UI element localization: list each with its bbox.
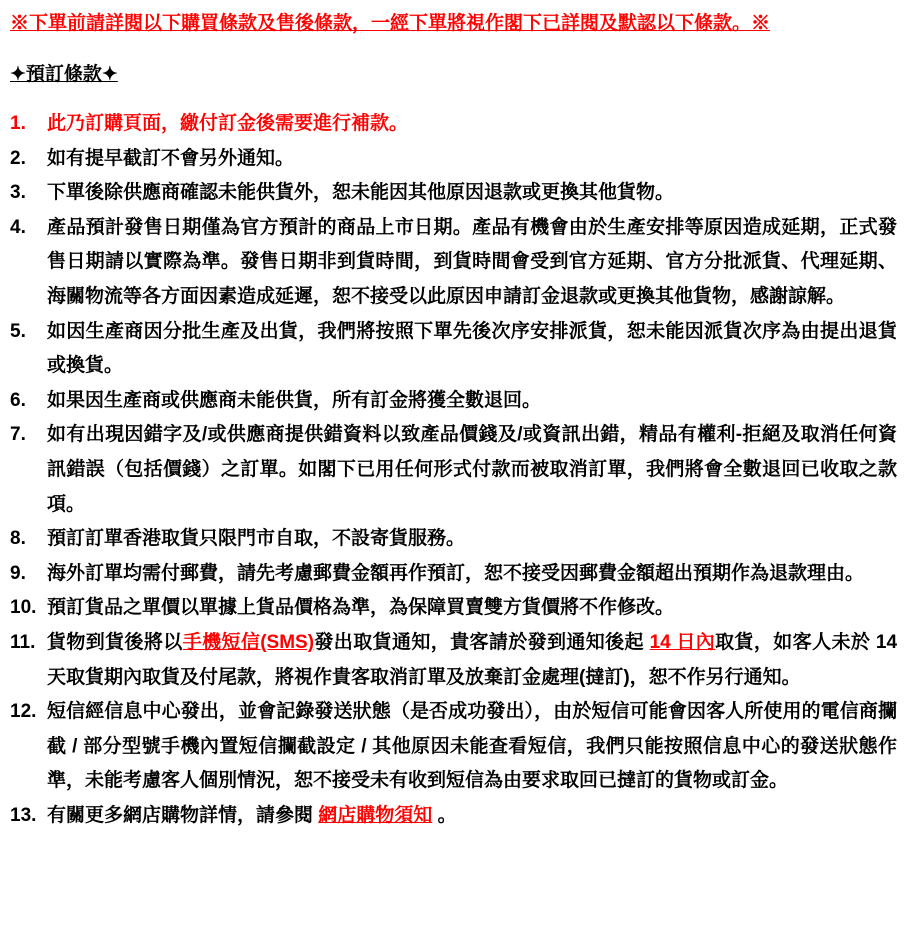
shop-guide-link[interactable]: 網店購物須知 <box>318 804 433 826</box>
sms-highlight: 手機短信(SMS) <box>182 631 315 653</box>
term-text <box>47 799 897 834</box>
term-text-segment: 如因生產商因分批生產及出貨，我們將按照下單先後次序安排派貨，恕未能因派貨次序為由提出退貨或換貨。 <box>47 320 897 377</box>
term-item-3 <box>10 176 897 211</box>
term-item-8 <box>10 522 897 557</box>
term-number: 4. <box>10 216 26 238</box>
term-text-segment: 下單後除供應商確認未能供貨外，恕未能因其他原因退款或更換其他貨物。 <box>47 182 675 204</box>
term-text-segment: 此乃訂購頁面，繳付訂金後需要進行補款。 <box>47 113 409 134</box>
term-text-segment: 產品預計發售日期僅為官方預計的商品上市日期。產品有機會由於生產安排等原因造成延期，正式發售日期請以實際為準。發售日期非到貨時間，到貨時間會受到官方延期、官方分批派貨、代理延期、海關物流等各方面因素造成延遲，恕不接受以此原因申請訂金退款或更換其他貨物，感謝諒解。 <box>47 216 897 307</box>
term-text <box>47 591 897 626</box>
section-header: ✦預訂條款✦ <box>10 64 118 85</box>
term-number: 9. <box>10 562 26 584</box>
term-item-5 <box>10 315 897 384</box>
term-item-2 <box>10 142 897 177</box>
term-number: 1. <box>10 113 26 134</box>
term-item-12 <box>10 695 897 799</box>
term-text <box>47 626 897 695</box>
term-item-11 <box>10 626 897 695</box>
term-item-4 <box>10 211 897 315</box>
term-number: 3. <box>10 182 26 204</box>
term-text-segment: 貨物到貨後將以 <box>47 631 183 653</box>
term-text <box>47 211 897 315</box>
term-number: 10. <box>10 597 37 619</box>
term-text-segment: 預訂訂單香港取貨只限門市自取，不設寄貨服務。 <box>47 528 466 550</box>
term-text <box>47 418 897 522</box>
term-item-9 <box>10 557 897 592</box>
term-text <box>47 315 897 384</box>
term-number: 7. <box>10 424 26 446</box>
term-number: 13. <box>10 804 37 826</box>
term-text <box>47 522 897 557</box>
term-number: 2. <box>10 147 26 169</box>
term-text <box>47 176 897 211</box>
term-text-segment: 有關更多網店購物詳情，請參閱 <box>47 804 319 826</box>
term-number: 8. <box>10 528 26 550</box>
term-text-segment: 海外訂單均需付郵費，請先考慮郵費金額再作預訂，恕不接受因郵費金額超出預期作為退款理由。 <box>47 562 865 584</box>
term-item-13 <box>10 799 897 834</box>
terms-list <box>10 107 897 833</box>
term-item-10 <box>10 591 897 626</box>
term-item-7 <box>10 418 897 522</box>
term-text <box>47 384 897 419</box>
term-text-segment: 。 <box>432 804 457 826</box>
term-text-segment: 短信經信息中心發出，並會記錄發送狀態（是否成功發出），由於短信可能會因客人所使用的電信商攔截 / 部分型號手機內置短信攔截設定 / 其他原因未能查看短信，我們只能按照信息中心的發送狀態作準，未能考慮客人個別情況，恕不接受未有收到短信為由要求取回已撻訂的貨物或訂金。 <box>47 701 897 792</box>
term-text-segment: 發出取貨通知，貴客請於發到通知後起 <box>314 631 650 653</box>
term-number: 12. <box>10 701 37 723</box>
term-text-segment: 如有出現因錯字及/或供應商提供錯資料以致產品價錢及/或資訊出錯，精品有權利-拒絕及取消任何資訊錯誤（包括價錢）之訂單。如閣下已用任何形式付款而被取消訂單，我們將會全數退回已收取之款項。 <box>47 424 897 515</box>
term-text-segment: 取貨，如客人未於 14 天取貨期內取貨及付尾款，將視作貴客取消訂單及放棄訂金處理(撻訂)，恕不作另行通知。 <box>47 631 898 688</box>
term-item-1 <box>10 107 897 142</box>
page-title: ※下單前請詳閱以下購買條款及售後條款，一經下單將視作閣下已詳閱及默認以下條款。※ <box>10 13 771 34</box>
term-text <box>47 142 897 177</box>
term-number: 6. <box>10 389 26 411</box>
term-text-segment: 如果因生產商或供應商未能供貨，所有訂金將獲全數退回。 <box>47 389 542 411</box>
term-number: 5. <box>10 320 26 342</box>
pickup-deadline-highlight: 14 日內 <box>649 631 716 653</box>
term-text <box>47 557 897 592</box>
term-item-6 <box>10 384 897 419</box>
term-text <box>47 695 897 799</box>
term-text <box>47 107 897 142</box>
term-number: 11. <box>10 631 36 653</box>
term-text-segment: 如有提早截訂不會另外通知。 <box>47 147 295 169</box>
term-text-segment: 預訂貨品之單價以單據上貨品價格為準，為保障買賣雙方貨價將不作修改。 <box>47 597 675 619</box>
